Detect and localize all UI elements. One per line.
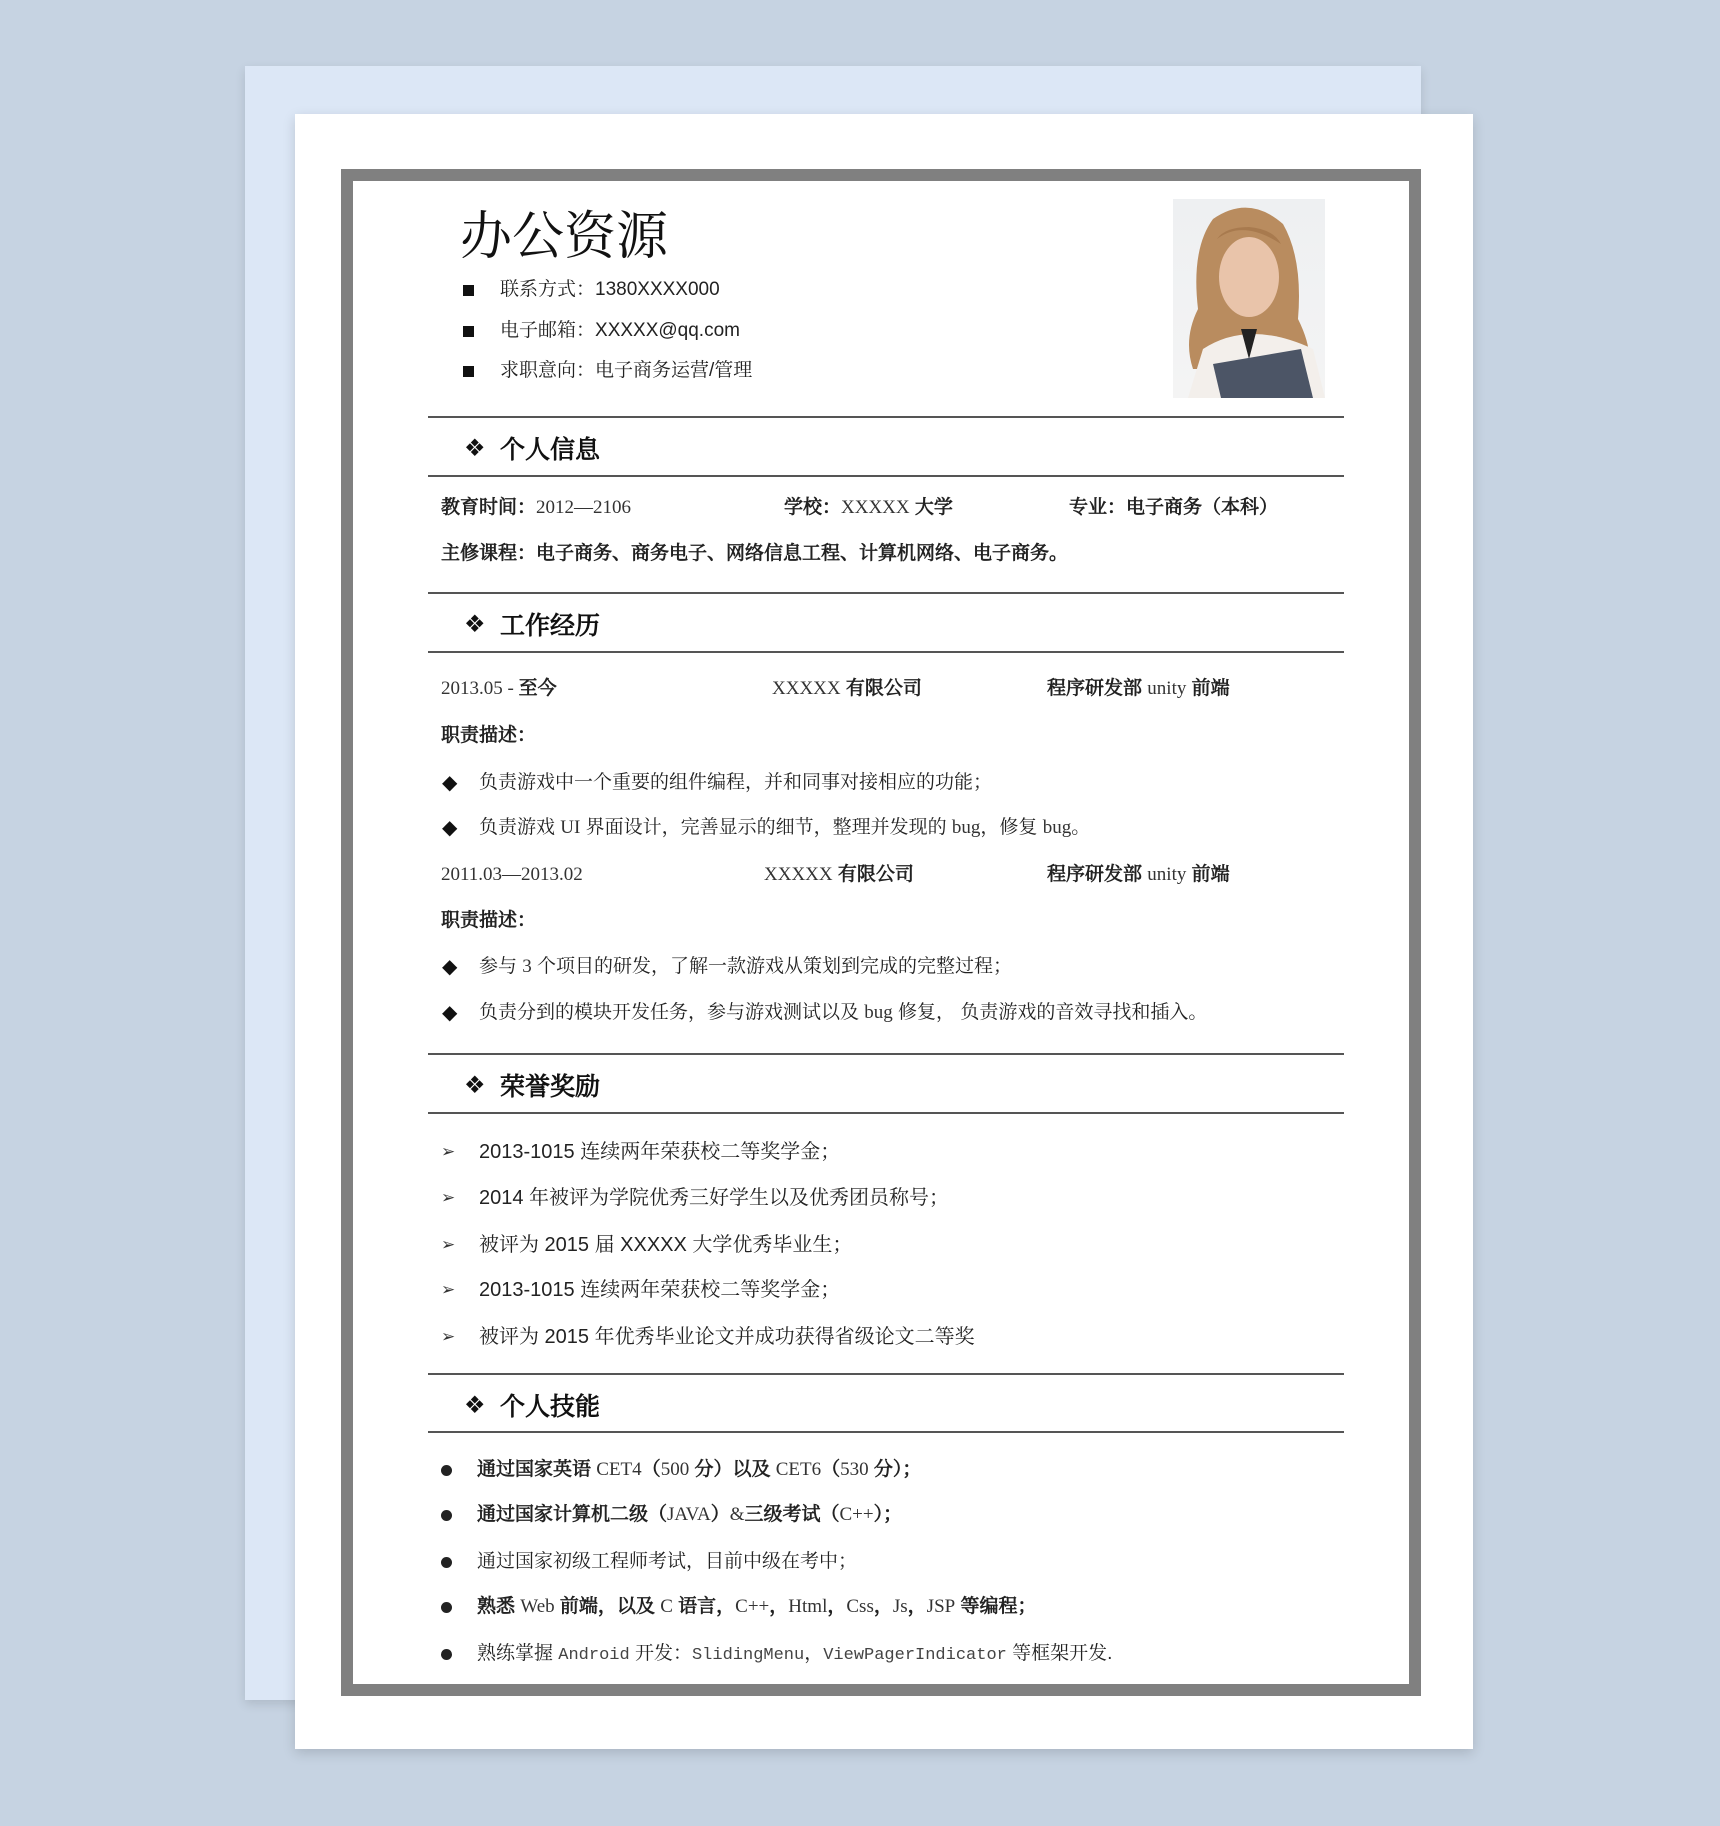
text-segment: CET4 bbox=[596, 1459, 642, 1480]
text-segment: JSP bbox=[926, 1596, 956, 1617]
text-segment: 个项目的研发，了解一款游戏从策划到完成的完整过程； bbox=[531, 956, 1013, 977]
job-period bbox=[441, 674, 557, 704]
text-segment: & bbox=[729, 1504, 745, 1525]
contact-objective bbox=[500, 356, 752, 386]
text-segment: 3 bbox=[522, 956, 532, 977]
text-segment: 通过国家计算机二级（ bbox=[477, 1504, 668, 1525]
job-period bbox=[441, 860, 583, 890]
department-part: unity bbox=[1147, 678, 1187, 699]
label: 求职意向： bbox=[500, 360, 596, 381]
value: XXXXX@qq.com bbox=[595, 320, 740, 341]
job-description-label: 职责描述： bbox=[441, 725, 537, 746]
text-segment: 前端，以及 bbox=[554, 1596, 661, 1617]
section-title-work: 工作经历 bbox=[500, 612, 601, 640]
section-title-honors: 荣誉奖励 bbox=[500, 1073, 601, 1101]
text-segment: 开发： bbox=[629, 1643, 692, 1664]
department-part: 程序研发部 bbox=[1047, 678, 1143, 699]
text-segment: C++ bbox=[839, 1504, 874, 1525]
skill-item bbox=[477, 1592, 1036, 1622]
candidate-name: 办公资源 bbox=[460, 208, 669, 266]
text-segment: 负责分到的模块开发任务，参与游戏测试以及 bbox=[479, 1002, 865, 1023]
text-segment: ， bbox=[769, 1596, 789, 1617]
text-segment: C++ bbox=[735, 1596, 770, 1617]
honor-item: 2013-1015 连续两年荣获校二等奖学金； bbox=[479, 1279, 841, 1301]
text-segment: ， bbox=[804, 1643, 824, 1664]
text-segment: ， bbox=[907, 1596, 927, 1617]
job-duty-item bbox=[479, 998, 1207, 1028]
text-segment: SlidingMenu bbox=[691, 1646, 805, 1665]
divider bbox=[428, 1112, 1344, 1114]
value: 电子商务运营/管理 bbox=[595, 360, 753, 381]
square-bullet-icon bbox=[463, 366, 474, 377]
job-department bbox=[1047, 674, 1230, 704]
text-segment: bug bbox=[1042, 817, 1072, 838]
profile-photo bbox=[1173, 199, 1325, 398]
text-segment: bug bbox=[864, 1002, 893, 1023]
job-company bbox=[772, 674, 922, 704]
text-segment: 通过国家英语 bbox=[477, 1459, 597, 1480]
text-segment: 等编程； bbox=[955, 1596, 1037, 1617]
honor-item: 2014 年被评为学院优秀三好学生以及优秀团员称号； bbox=[479, 1187, 950, 1209]
value: 1380XXXX000 bbox=[595, 279, 720, 300]
diamond-bullet-icon: ◆ bbox=[442, 956, 458, 978]
arrow-bullet-icon: ➢ bbox=[441, 1280, 456, 1299]
job-company bbox=[764, 860, 914, 890]
school bbox=[784, 493, 953, 523]
job-duty-item bbox=[479, 813, 1090, 843]
diamond-bullet-icon: ◆ bbox=[442, 817, 458, 839]
arrow-bullet-icon: ➢ bbox=[441, 1327, 456, 1346]
text-segment: bug bbox=[951, 817, 981, 838]
job-description-label: 职责描述： bbox=[441, 910, 537, 931]
text-segment: ） bbox=[710, 1504, 730, 1525]
company-suffix: 有限公司 bbox=[837, 864, 914, 885]
contact-phone bbox=[500, 275, 720, 305]
circle-bullet-icon bbox=[441, 1649, 452, 1660]
skill-item bbox=[477, 1639, 1112, 1671]
honor-item: 被评为 2015 年优秀毕业论文并成功获得省级论文二等奖 bbox=[479, 1326, 975, 1348]
department-part: 前端 bbox=[1191, 678, 1230, 699]
text-segment: （ bbox=[641, 1459, 661, 1480]
diamond-cluster-icon: ❖ bbox=[464, 611, 486, 638]
text-segment: ， bbox=[873, 1596, 893, 1617]
diamond-bullet-icon: ◆ bbox=[442, 772, 458, 794]
text-segment: Css bbox=[846, 1596, 874, 1617]
text-segment: 等框架开发. bbox=[1006, 1643, 1113, 1664]
period-start: 2013.05 - bbox=[441, 678, 519, 699]
value: XXXXX bbox=[841, 497, 910, 518]
label: 主修课程： bbox=[441, 543, 537, 564]
divider bbox=[428, 651, 1344, 653]
job-department bbox=[1047, 860, 1230, 890]
text-segment: 分）； bbox=[868, 1459, 922, 1480]
square-bullet-icon bbox=[463, 326, 474, 337]
text-segment: 熟悉 bbox=[477, 1596, 521, 1617]
text-segment: 通过国家初级工程师考试，目前中级在考中； bbox=[477, 1551, 858, 1572]
square-bullet-icon bbox=[463, 285, 474, 296]
text-segment: （ bbox=[821, 1459, 841, 1480]
divider bbox=[428, 1373, 1344, 1375]
section-title-skills: 个人技能 bbox=[500, 1393, 601, 1421]
divider bbox=[428, 1431, 1344, 1433]
text-segment: 530 bbox=[840, 1459, 869, 1480]
value-suffix: 大学 bbox=[914, 497, 953, 518]
label: 学校： bbox=[784, 497, 842, 518]
text-segment: Android bbox=[558, 1646, 630, 1665]
company-name: XXXXX bbox=[764, 864, 833, 885]
skill-item bbox=[477, 1455, 921, 1485]
value: 2012—2106 bbox=[536, 497, 632, 518]
text-segment: 负责游戏 bbox=[479, 817, 561, 838]
contact-email bbox=[500, 316, 740, 346]
arrow-bullet-icon: ➢ bbox=[441, 1235, 456, 1254]
text-segment: Js bbox=[892, 1596, 908, 1617]
company-name: XXXXX bbox=[772, 678, 841, 699]
job-duty-item bbox=[479, 952, 1012, 982]
text-segment: 500 bbox=[660, 1459, 690, 1480]
diamond-cluster-icon: ❖ bbox=[464, 1392, 486, 1419]
section-title-personal: 个人信息 bbox=[500, 436, 601, 464]
text-segment: 语言， bbox=[672, 1596, 736, 1617]
divider bbox=[428, 416, 1344, 418]
divider bbox=[428, 475, 1344, 477]
text-segment: 三级考试（ bbox=[744, 1504, 840, 1525]
skill-item bbox=[477, 1547, 857, 1577]
divider bbox=[428, 592, 1344, 594]
education-time bbox=[441, 493, 631, 523]
arrow-bullet-icon: ➢ bbox=[441, 1188, 456, 1207]
skill-item bbox=[477, 1500, 902, 1530]
text-segment: JAVA bbox=[667, 1504, 711, 1525]
major bbox=[1069, 493, 1278, 523]
diamond-bullet-icon: ◆ bbox=[442, 1002, 458, 1024]
text-segment: ， bbox=[827, 1596, 847, 1617]
text-segment: ，修复 bbox=[980, 817, 1043, 838]
diamond-cluster-icon: ❖ bbox=[464, 1072, 486, 1099]
text-segment: ViewPagerIndicator bbox=[823, 1646, 1007, 1665]
value: 电子商务、商务电子、网络信息工程、计算机网络、电子商务。 bbox=[536, 543, 1069, 564]
circle-bullet-icon bbox=[441, 1602, 452, 1613]
text-segment: Html bbox=[788, 1596, 828, 1617]
text-segment: UI bbox=[560, 817, 581, 838]
circle-bullet-icon bbox=[441, 1465, 452, 1476]
text-segment: Web bbox=[520, 1596, 555, 1617]
circle-bullet-icon bbox=[441, 1557, 452, 1568]
diamond-cluster-icon: ❖ bbox=[464, 435, 486, 462]
honor-item: 被评为 2015 届 XXXXX 大学优秀毕业生； bbox=[479, 1234, 853, 1256]
department-part: unity bbox=[1147, 864, 1187, 885]
label: 电子邮箱： bbox=[500, 320, 596, 341]
value: 电子商务（本科） bbox=[1126, 497, 1279, 518]
text-segment: 界面设计，完善显示的细节，整理并发现的 bbox=[580, 817, 952, 838]
period-end: 至今 bbox=[518, 678, 557, 699]
text-segment: 分）以及 bbox=[689, 1459, 776, 1480]
label: 教育时间： bbox=[441, 497, 537, 518]
department-part: 前端 bbox=[1191, 864, 1230, 885]
text-segment: 。 bbox=[1071, 817, 1091, 838]
divider bbox=[428, 1053, 1344, 1055]
text-segment: ）； bbox=[873, 1504, 903, 1525]
job-duty-item bbox=[479, 768, 992, 798]
text-segment: CET6 bbox=[775, 1459, 822, 1480]
text-segment: 参与 bbox=[479, 956, 523, 977]
courses bbox=[441, 539, 1068, 569]
text-segment: 熟练掌握 bbox=[477, 1643, 559, 1664]
period-start: 2011.03—2013.02 bbox=[441, 864, 583, 885]
arrow-bullet-icon: ➢ bbox=[441, 1142, 456, 1161]
honor-item: 2013-1015 连续两年荣获校二等奖学金； bbox=[479, 1141, 841, 1163]
text-segment: C bbox=[660, 1596, 673, 1617]
label: 专业： bbox=[1069, 497, 1127, 518]
text-segment: 负责游戏中一个重要的组件编程，并和同事对接相应的功能； bbox=[479, 772, 993, 793]
text-segment: 修复， 负责游戏的音效寻找和插入。 bbox=[892, 1002, 1208, 1023]
department-part: 程序研发部 bbox=[1047, 864, 1143, 885]
label: 联系方式： bbox=[500, 279, 596, 300]
circle-bullet-icon bbox=[441, 1510, 452, 1521]
company-suffix: 有限公司 bbox=[845, 678, 922, 699]
